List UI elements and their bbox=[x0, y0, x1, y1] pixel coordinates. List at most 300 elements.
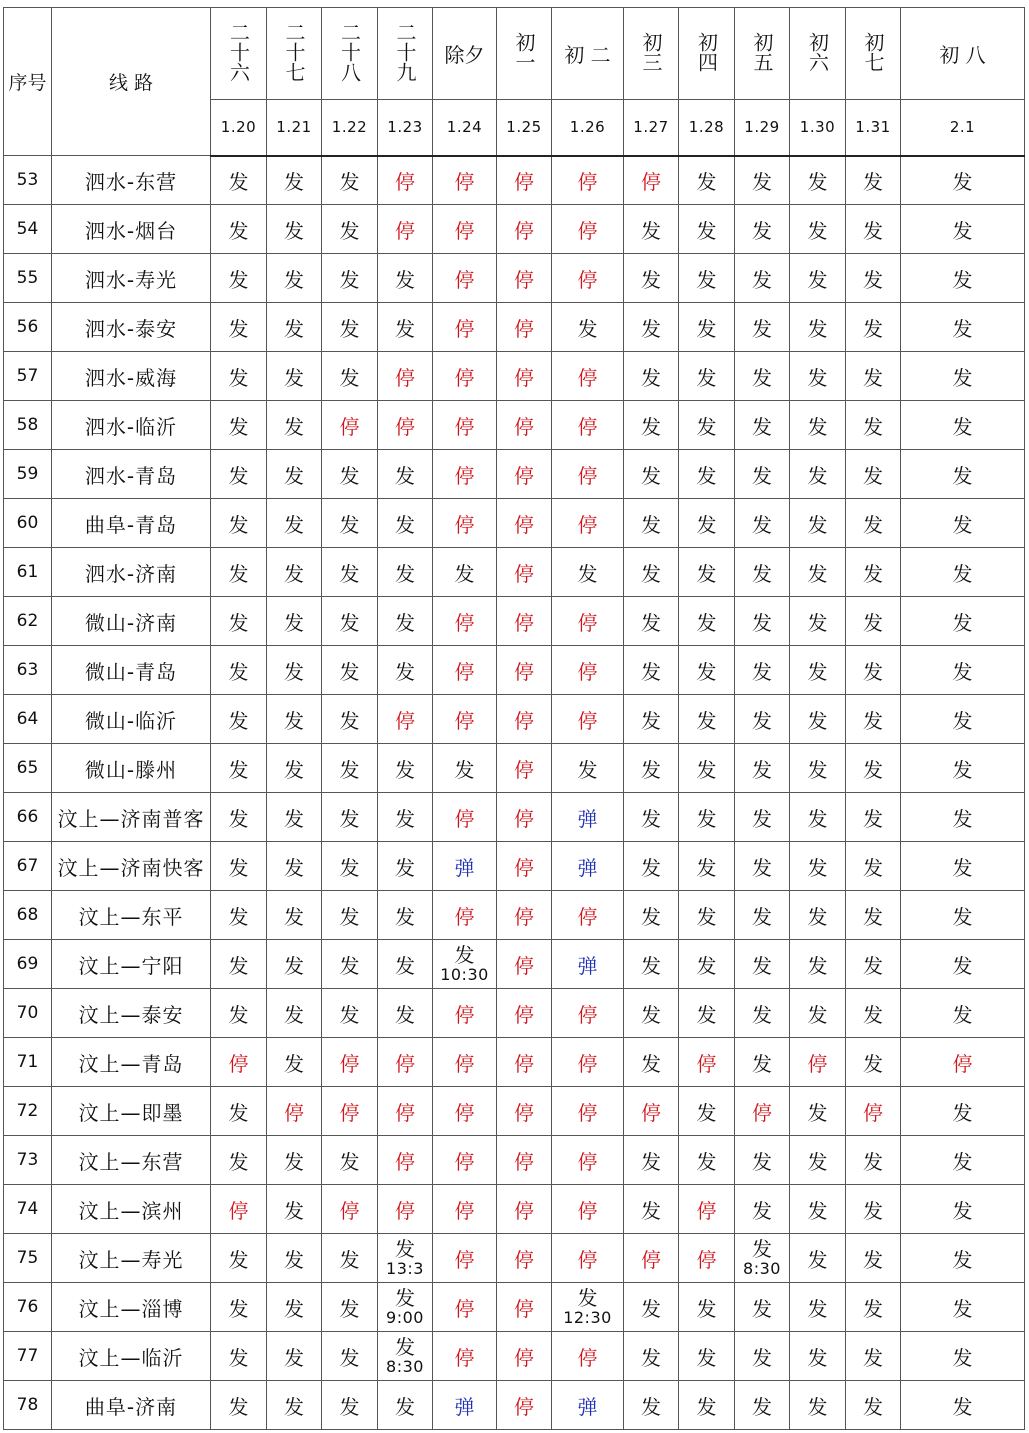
status-cell: 发 bbox=[901, 1332, 1025, 1381]
status-cell: 发 bbox=[735, 499, 790, 548]
status-cell: 发 bbox=[735, 450, 790, 499]
status-cell: 发 bbox=[267, 744, 322, 793]
status-cell: 发 bbox=[267, 1038, 322, 1087]
status-cell: 停 bbox=[433, 1332, 497, 1381]
table-row bbox=[4, 1283, 1025, 1332]
status-cell: 停 bbox=[378, 1136, 433, 1185]
status-cell bbox=[433, 940, 497, 989]
status-cell: 停 bbox=[497, 1087, 552, 1136]
status-cell: 停 bbox=[497, 1381, 552, 1430]
header-date: 1.23 bbox=[378, 100, 433, 156]
status-cell: 发 bbox=[322, 1283, 378, 1332]
status-cell: 发 bbox=[624, 1136, 679, 1185]
status-cell: 停 bbox=[901, 1038, 1025, 1087]
status-cell: 发 bbox=[322, 1332, 378, 1381]
status-cell: 发 bbox=[679, 205, 735, 254]
header-day bbox=[267, 8, 322, 100]
status-cell: 发 bbox=[790, 450, 846, 499]
status-cell: 发 bbox=[901, 940, 1025, 989]
route-name: 微山-济南 bbox=[52, 597, 211, 646]
header-date: 2.1 bbox=[901, 100, 1025, 156]
row-index: 59 bbox=[4, 450, 52, 499]
route-name: 汶上—济南快客 bbox=[52, 842, 211, 891]
row-index: 55 bbox=[4, 254, 52, 303]
status-cell: 弹 bbox=[552, 842, 624, 891]
day-label: 二十六 bbox=[226, 21, 251, 82]
status-cell: 发 bbox=[790, 1381, 846, 1430]
route-name: 汶上—宁阳 bbox=[52, 940, 211, 989]
row-index: 56 bbox=[4, 303, 52, 352]
status-cell: 停 bbox=[552, 1087, 624, 1136]
status-cell: 发 bbox=[267, 205, 322, 254]
status-cell: 发 bbox=[846, 695, 901, 744]
status-cell: 发 bbox=[901, 1136, 1025, 1185]
day-label: 除夕 bbox=[444, 43, 485, 67]
header-date: 1.28 bbox=[679, 100, 735, 156]
status-cell bbox=[378, 1283, 433, 1332]
table-row bbox=[4, 352, 1025, 401]
row-index: 62 bbox=[4, 597, 52, 646]
status-cell: 停 bbox=[433, 156, 497, 205]
status-cell: 停 bbox=[552, 352, 624, 401]
row-index: 66 bbox=[4, 793, 52, 842]
status-cell: 发 bbox=[322, 352, 378, 401]
table-row bbox=[4, 1038, 1025, 1087]
status-cell: 发 bbox=[846, 793, 901, 842]
status-cell: 发 bbox=[322, 303, 378, 352]
status-cell: 发 bbox=[846, 205, 901, 254]
status-cell: 停 bbox=[497, 205, 552, 254]
status-cell: 发 bbox=[679, 744, 735, 793]
status-cell: 发 bbox=[211, 303, 267, 352]
status-cell: 发 bbox=[378, 646, 433, 695]
status-cell: 发 bbox=[624, 1381, 679, 1430]
status-cell: 发 bbox=[378, 254, 433, 303]
status-cell: 发 bbox=[378, 499, 433, 548]
status-cell: 发 bbox=[267, 548, 322, 597]
row-index: 61 bbox=[4, 548, 52, 597]
route-name: 汶上—济南普客 bbox=[52, 793, 211, 842]
status-cell: 停 bbox=[497, 352, 552, 401]
header-date: 1.25 bbox=[497, 100, 552, 156]
status-cell: 弹 bbox=[552, 1381, 624, 1430]
status-cell: 发 bbox=[901, 1185, 1025, 1234]
status-cell: 发 bbox=[267, 1136, 322, 1185]
status-cell: 停 bbox=[322, 401, 378, 450]
departure-time: 8:30 bbox=[743, 1259, 781, 1278]
status-cell: 发 bbox=[790, 548, 846, 597]
table-row bbox=[4, 1234, 1025, 1283]
header-date: 1.22 bbox=[322, 100, 378, 156]
row-index: 65 bbox=[4, 744, 52, 793]
table-row bbox=[4, 205, 1025, 254]
status-cell: 发 bbox=[790, 597, 846, 646]
day-label: 初七 bbox=[861, 31, 885, 72]
table-row bbox=[4, 695, 1025, 744]
status-cell: 发 bbox=[846, 401, 901, 450]
status-cell: 发 bbox=[624, 1038, 679, 1087]
row-index: 70 bbox=[4, 989, 52, 1038]
status-cell: 停 bbox=[552, 156, 624, 205]
departure-time: 12:30 bbox=[563, 1308, 612, 1327]
status-cell: 停 bbox=[433, 891, 497, 940]
status-cell: 发 bbox=[378, 450, 433, 499]
status-cell: 发 bbox=[735, 744, 790, 793]
status-cell: 发 bbox=[679, 1136, 735, 1185]
status-cell: 发 bbox=[790, 401, 846, 450]
table-row bbox=[4, 597, 1025, 646]
status-cell: 停 bbox=[433, 1136, 497, 1185]
status-cell: 发 bbox=[790, 1136, 846, 1185]
status-cell: 发 bbox=[846, 1381, 901, 1430]
status-cell: 发 bbox=[433, 744, 497, 793]
status-cell: 发 bbox=[624, 401, 679, 450]
status-cell: 发 bbox=[378, 1381, 433, 1430]
day-label: 初 二 bbox=[564, 43, 611, 67]
status-cell: 发 bbox=[679, 1087, 735, 1136]
status-cell bbox=[552, 1283, 624, 1332]
status-cell: 停 bbox=[552, 1136, 624, 1185]
status-cell: 发 bbox=[735, 646, 790, 695]
status-cell: 弹 bbox=[552, 940, 624, 989]
status-cell: 停 bbox=[552, 891, 624, 940]
status-cell: 停 bbox=[497, 1136, 552, 1185]
status-cell: 停 bbox=[735, 1087, 790, 1136]
status-cell: 发 bbox=[846, 1283, 901, 1332]
status-cell: 发 bbox=[901, 597, 1025, 646]
status-cell: 发 bbox=[679, 254, 735, 303]
status-cell: 发 bbox=[624, 499, 679, 548]
status-cell: 发 bbox=[211, 254, 267, 303]
status-cell: 发 bbox=[322, 891, 378, 940]
status-cell: 发 bbox=[322, 940, 378, 989]
route-name: 汶上—东营 bbox=[52, 1136, 211, 1185]
status-cell: 停 bbox=[433, 401, 497, 450]
route-name: 泗水-东营 bbox=[52, 156, 211, 205]
status-cell: 停 bbox=[552, 597, 624, 646]
status-cell: 发 bbox=[846, 352, 901, 401]
status-cell: 发 bbox=[624, 450, 679, 499]
status-cell: 发 bbox=[267, 254, 322, 303]
status-cell: 发 bbox=[624, 303, 679, 352]
status-cell: 停 bbox=[433, 205, 497, 254]
row-index: 78 bbox=[4, 1381, 52, 1430]
status-cell: 停 bbox=[211, 1038, 267, 1087]
status-cell: 发 bbox=[735, 1136, 790, 1185]
status-cell: 发 bbox=[267, 450, 322, 499]
status-cell: 发 bbox=[679, 548, 735, 597]
status-cell: 停 bbox=[497, 499, 552, 548]
row-index: 68 bbox=[4, 891, 52, 940]
row-index: 67 bbox=[4, 842, 52, 891]
status-cell: 停 bbox=[497, 401, 552, 450]
status-cell: 发 bbox=[901, 646, 1025, 695]
status-cell: 停 bbox=[497, 793, 552, 842]
status-cell: 发 bbox=[267, 842, 322, 891]
status-cell: 发 bbox=[267, 891, 322, 940]
bus-schedule-table bbox=[3, 7, 1025, 1430]
status-cell: 发 bbox=[901, 450, 1025, 499]
status-cell: 发 bbox=[322, 842, 378, 891]
status-cell: 发 bbox=[846, 1136, 901, 1185]
status-cell: 发 bbox=[267, 303, 322, 352]
status-cell: 发 bbox=[624, 842, 679, 891]
status-cell: 停 bbox=[378, 401, 433, 450]
table-row bbox=[4, 1332, 1025, 1381]
status-cell: 发 bbox=[322, 499, 378, 548]
status-cell: 发 bbox=[901, 842, 1025, 891]
status-cell: 发 bbox=[735, 1381, 790, 1430]
status-cell: 停 bbox=[497, 744, 552, 793]
status-cell: 发 bbox=[378, 303, 433, 352]
status-cell: 发 bbox=[679, 597, 735, 646]
day-label: 初 八 bbox=[939, 43, 986, 67]
status-cell: 发 bbox=[790, 940, 846, 989]
status-cell: 发 bbox=[679, 303, 735, 352]
row-index: 60 bbox=[4, 499, 52, 548]
status-cell: 发 bbox=[846, 548, 901, 597]
status-cell: 发 bbox=[735, 1185, 790, 1234]
header-date: 1.31 bbox=[846, 100, 901, 156]
status-cell: 发 bbox=[846, 156, 901, 205]
status-cell: 发 bbox=[901, 205, 1025, 254]
status-cell: 停 bbox=[497, 450, 552, 499]
status-cell: 发 bbox=[624, 744, 679, 793]
status-cell: 发 bbox=[211, 401, 267, 450]
table-row bbox=[4, 1381, 1025, 1430]
status-cell: 发 bbox=[790, 1283, 846, 1332]
status-cell: 发 bbox=[211, 548, 267, 597]
status-cell: 发 bbox=[267, 1234, 322, 1283]
status-cell: 发 bbox=[322, 744, 378, 793]
status-cell: 发 bbox=[211, 989, 267, 1038]
status-cell: 发 bbox=[624, 891, 679, 940]
status-cell: 停 bbox=[433, 597, 497, 646]
status-cell: 发 bbox=[790, 695, 846, 744]
day-label: 初五 bbox=[750, 31, 774, 72]
status-cell: 停 bbox=[433, 1283, 497, 1332]
route-name: 泗水-临沂 bbox=[52, 401, 211, 450]
status-cell: 发 bbox=[267, 989, 322, 1038]
status-cell: 发 bbox=[901, 548, 1025, 597]
status-cell: 发 bbox=[846, 303, 901, 352]
status-cell: 发 bbox=[735, 548, 790, 597]
status-cell: 发 bbox=[211, 744, 267, 793]
status-text: 发 bbox=[395, 1286, 415, 1310]
status-cell: 发 bbox=[901, 401, 1025, 450]
status-cell: 发 bbox=[433, 548, 497, 597]
status-cell: 发 bbox=[679, 989, 735, 1038]
status-cell: 发 bbox=[322, 548, 378, 597]
status-cell: 发 bbox=[846, 1332, 901, 1381]
status-text: 发 bbox=[752, 1237, 772, 1261]
status-cell: 发 bbox=[901, 499, 1025, 548]
status-cell: 停 bbox=[552, 1185, 624, 1234]
table-row bbox=[4, 891, 1025, 940]
header-day bbox=[624, 8, 679, 100]
status-cell: 发 bbox=[267, 401, 322, 450]
status-cell: 发 bbox=[624, 695, 679, 744]
route-name: 泗水-泰安 bbox=[52, 303, 211, 352]
status-cell: 停 bbox=[552, 1038, 624, 1087]
status-cell: 发 bbox=[790, 989, 846, 1038]
status-cell: 发 bbox=[901, 1087, 1025, 1136]
status-cell: 发 bbox=[846, 744, 901, 793]
status-cell: 停 bbox=[552, 205, 624, 254]
status-cell: 停 bbox=[433, 254, 497, 303]
row-index: 75 bbox=[4, 1234, 52, 1283]
route-name: 汶上—泰安 bbox=[52, 989, 211, 1038]
status-cell: 发 bbox=[267, 793, 322, 842]
status-cell: 发 bbox=[624, 205, 679, 254]
status-cell: 发 bbox=[679, 450, 735, 499]
status-cell: 发 bbox=[624, 989, 679, 1038]
status-cell: 发 bbox=[378, 744, 433, 793]
row-index: 77 bbox=[4, 1332, 52, 1381]
status-cell: 发 bbox=[679, 499, 735, 548]
status-cell: 停 bbox=[322, 1038, 378, 1087]
route-name: 泗水-青岛 bbox=[52, 450, 211, 499]
status-cell: 发 bbox=[267, 940, 322, 989]
header-date: 1.21 bbox=[267, 100, 322, 156]
departure-time: 9:00 bbox=[386, 1308, 424, 1327]
status-cell: 停 bbox=[497, 1283, 552, 1332]
status-cell: 发 bbox=[846, 940, 901, 989]
status-cell: 发 bbox=[790, 352, 846, 401]
status-cell: 停 bbox=[378, 1087, 433, 1136]
departure-time: 10:30 bbox=[440, 965, 489, 984]
status-cell: 发 bbox=[322, 156, 378, 205]
status-cell: 发 bbox=[790, 1234, 846, 1283]
row-index: 63 bbox=[4, 646, 52, 695]
status-cell: 发 bbox=[552, 303, 624, 352]
status-cell: 发 bbox=[735, 156, 790, 205]
status-cell: 发 bbox=[322, 205, 378, 254]
status-cell: 停 bbox=[433, 793, 497, 842]
table-row bbox=[4, 744, 1025, 793]
status-cell: 停 bbox=[624, 156, 679, 205]
route-name: 泗水-威海 bbox=[52, 352, 211, 401]
status-cell: 发 bbox=[211, 646, 267, 695]
status-cell: 发 bbox=[901, 989, 1025, 1038]
status-cell: 发 bbox=[901, 1234, 1025, 1283]
status-cell: 发 bbox=[267, 695, 322, 744]
status-cell: 发 bbox=[267, 156, 322, 205]
status-cell: 发 bbox=[211, 1332, 267, 1381]
status-cell: 发 bbox=[735, 352, 790, 401]
header-route: 线 路 bbox=[52, 8, 211, 156]
status-cell: 发 bbox=[901, 303, 1025, 352]
status-cell: 发 bbox=[846, 1185, 901, 1234]
status-cell: 发 bbox=[846, 1038, 901, 1087]
route-name: 曲阜-青岛 bbox=[52, 499, 211, 548]
status-cell: 发 bbox=[322, 989, 378, 1038]
departure-time: 13:3 bbox=[386, 1259, 424, 1278]
status-cell: 发 bbox=[322, 1136, 378, 1185]
status-cell: 发 bbox=[624, 793, 679, 842]
status-cell: 停 bbox=[378, 1185, 433, 1234]
status-cell: 发 bbox=[211, 695, 267, 744]
status-cell: 停 bbox=[433, 989, 497, 1038]
status-cell: 发 bbox=[211, 450, 267, 499]
status-cell: 发 bbox=[790, 793, 846, 842]
status-cell: 发 bbox=[322, 597, 378, 646]
day-label: 初六 bbox=[805, 31, 830, 72]
status-cell: 停 bbox=[679, 1185, 735, 1234]
status-cell: 停 bbox=[497, 1332, 552, 1381]
day-label: 二十八 bbox=[337, 21, 362, 82]
header-date: 1.26 bbox=[552, 100, 624, 156]
status-cell: 停 bbox=[433, 1185, 497, 1234]
status-cell: 发 bbox=[790, 254, 846, 303]
route-name: 微山-滕州 bbox=[52, 744, 211, 793]
table-body bbox=[4, 156, 1025, 1430]
status-text: 发 bbox=[454, 943, 475, 967]
status-cell: 发 bbox=[901, 1381, 1025, 1430]
row-index: 71 bbox=[4, 1038, 52, 1087]
status-cell: 发 bbox=[267, 1185, 322, 1234]
status-cell: 发 bbox=[552, 548, 624, 597]
table-row bbox=[4, 254, 1025, 303]
status-cell: 发 bbox=[679, 842, 735, 891]
status-cell: 弹 bbox=[552, 793, 624, 842]
status-cell: 发 bbox=[735, 1038, 790, 1087]
status-cell: 停 bbox=[552, 1234, 624, 1283]
status-cell: 停 bbox=[433, 303, 497, 352]
header-date: 1.24 bbox=[433, 100, 497, 156]
header-day bbox=[901, 8, 1025, 100]
status-cell: 发 bbox=[378, 989, 433, 1038]
status-cell: 发 bbox=[846, 891, 901, 940]
status-cell: 发 bbox=[624, 1185, 679, 1234]
status-cell: 停 bbox=[433, 1038, 497, 1087]
header-day bbox=[735, 8, 790, 100]
status-cell: 发 bbox=[322, 695, 378, 744]
table-row bbox=[4, 842, 1025, 891]
status-cell: 发 bbox=[624, 597, 679, 646]
status-cell: 发 bbox=[322, 793, 378, 842]
status-cell: 停 bbox=[552, 989, 624, 1038]
status-cell: 发 bbox=[735, 254, 790, 303]
status-cell: 发 bbox=[846, 842, 901, 891]
status-cell: 发 bbox=[211, 205, 267, 254]
status-cell: 停 bbox=[378, 1038, 433, 1087]
status-cell: 停 bbox=[433, 499, 497, 548]
row-index: 73 bbox=[4, 1136, 52, 1185]
status-cell: 发 bbox=[846, 989, 901, 1038]
route-name: 汶上—青岛 bbox=[52, 1038, 211, 1087]
status-cell: 停 bbox=[497, 842, 552, 891]
status-cell: 发 bbox=[624, 548, 679, 597]
status-cell: 发 bbox=[624, 1283, 679, 1332]
status-cell: 发 bbox=[735, 842, 790, 891]
status-cell: 停 bbox=[211, 1185, 267, 1234]
status-cell: 停 bbox=[497, 646, 552, 695]
header-day bbox=[433, 8, 497, 100]
header-day bbox=[497, 8, 552, 100]
status-cell: 停 bbox=[497, 156, 552, 205]
status-cell: 发 bbox=[211, 1283, 267, 1332]
status-cell: 发 bbox=[211, 1136, 267, 1185]
status-cell: 发 bbox=[552, 744, 624, 793]
status-cell: 停 bbox=[433, 1234, 497, 1283]
status-cell: 发 bbox=[322, 1234, 378, 1283]
status-cell: 停 bbox=[497, 940, 552, 989]
table-row bbox=[4, 989, 1025, 1038]
table-row bbox=[4, 793, 1025, 842]
status-cell: 发 bbox=[624, 646, 679, 695]
status-cell: 发 bbox=[901, 254, 1025, 303]
